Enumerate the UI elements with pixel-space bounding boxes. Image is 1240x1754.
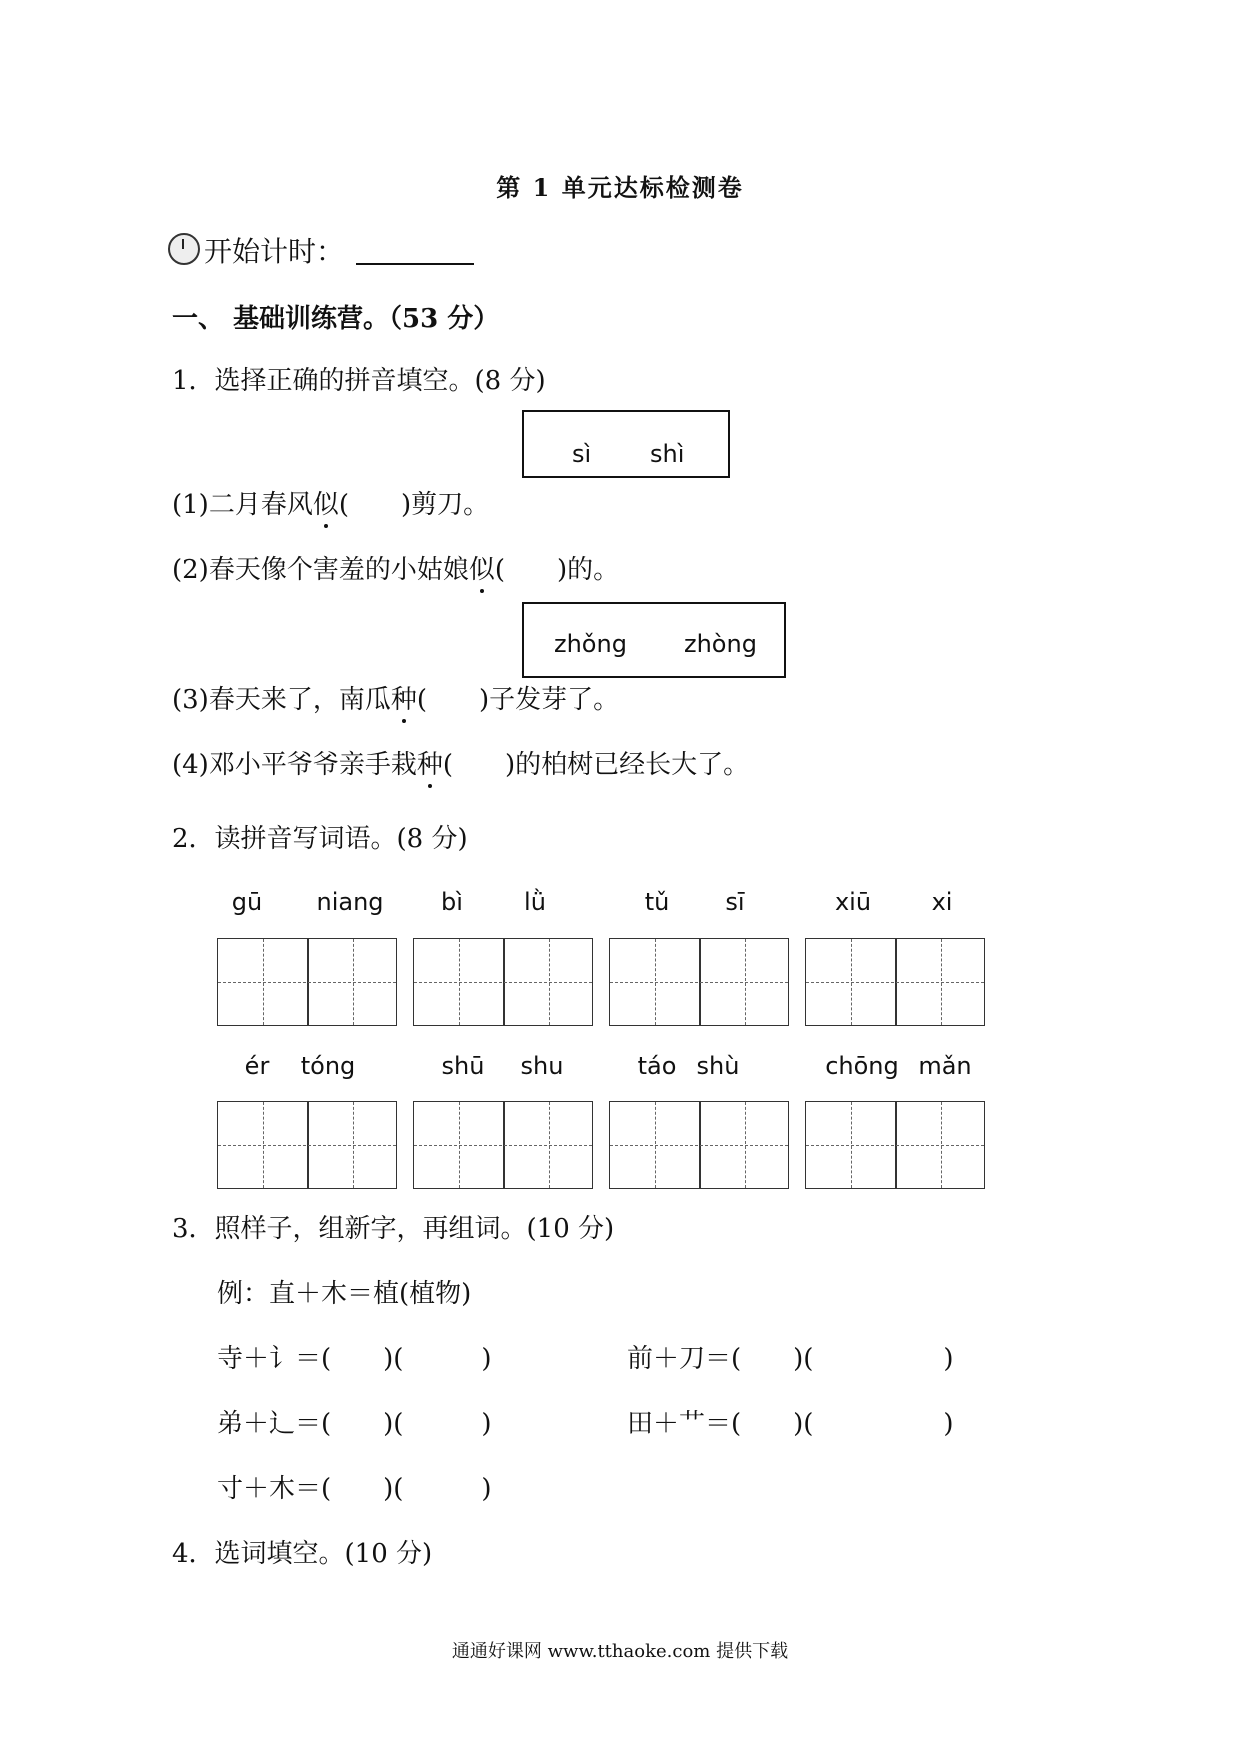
pinyin-label: ér (244, 1052, 270, 1080)
q1-heading: 1．选择正确的拼音填空。(8 分) (172, 366, 546, 396)
writing-grid[interactable] (609, 938, 789, 1026)
pinyin-option: zhòng (684, 630, 757, 658)
pinyin-label: shu (520, 1052, 564, 1080)
writing-grid[interactable] (805, 1101, 985, 1189)
pinyin-label: shù (696, 1052, 740, 1080)
page-footer: 通通好课网 www.tthaoke.com 提供下载 (451, 1641, 789, 1662)
pinyin-label: mǎn (918, 1052, 972, 1080)
pinyin-label: chōng (825, 1052, 899, 1080)
q3-example: 例：直＋木＝植(植物) (217, 1279, 472, 1309)
pinyin-label: gū (231, 888, 263, 916)
pinyin-option: zhǒng (554, 630, 627, 658)
timer-blank[interactable] (356, 243, 474, 265)
answer-blank[interactable]: ( )的柏树已经长大了。 (442, 750, 750, 780)
pinyin-option: shì (650, 440, 685, 468)
q3-line[interactable]: 寺＋讠＝( )( ) (217, 1344, 492, 1374)
pinyin-label: tǔ (644, 888, 670, 916)
q3-line[interactable]: 田＋艹＝( )( ) (627, 1409, 954, 1439)
writing-grid[interactable] (609, 1101, 789, 1189)
dotted-char: 种 (390, 685, 417, 715)
writing-grid[interactable] (217, 1101, 397, 1189)
q1-item-2: (2)春天像个害羞的小姑娘似( )的。 (172, 555, 620, 585)
pinyin-label: lǜ (524, 888, 546, 916)
dotted-char: 似 (468, 555, 495, 585)
timer-row (168, 230, 474, 270)
q1-item-1: (1)二月春风似( )剪刀。 (172, 490, 490, 520)
pinyin-label: xi (931, 888, 953, 916)
pinyin-label: táo (637, 1052, 677, 1080)
answer-blank[interactable]: ( )的。 (494, 555, 620, 585)
q1-item-4: (4)邓小平爷爷亲手栽种( )的柏树已经长大了。 (172, 750, 750, 780)
pinyin-label: tóng (300, 1052, 356, 1080)
q3-line[interactable]: 前＋刀＝( )( ) (627, 1344, 954, 1374)
q4-heading: 4．选词填空。(10 分) (172, 1539, 433, 1569)
pinyin-option-box-2 (522, 602, 786, 678)
pinyin-label: bì (441, 888, 463, 916)
clock-icon (168, 233, 200, 265)
writing-grid[interactable] (413, 938, 593, 1026)
writing-grid[interactable] (805, 938, 985, 1026)
writing-grid[interactable] (413, 1101, 593, 1189)
q2-heading: 2．读拼音写词语。(8 分) (172, 824, 468, 854)
pinyin-label: xiū (834, 888, 872, 916)
writing-grid[interactable] (217, 938, 397, 1026)
answer-blank[interactable]: ( )子发芽了。 (416, 685, 620, 715)
dotted-char: 种 (416, 750, 443, 780)
pinyin-option-box-1 (522, 410, 730, 478)
timer-label: 开始计时： (204, 235, 345, 268)
answer-blank[interactable]: ( )剪刀。 (338, 490, 490, 520)
q3-line[interactable]: 寸＋木＝( )( ) (217, 1474, 492, 1504)
q3-heading: 3．照样子，组新字，再组词。(10 分) (172, 1214, 615, 1244)
section-heading: 一、 基础训练营。（53 分） (172, 304, 500, 334)
pinyin-label: sī (725, 888, 745, 916)
pinyin-label: shū (441, 1052, 485, 1080)
page-title: 第 1 单元达标检测卷 (496, 173, 744, 202)
pinyin-option: sì (572, 440, 592, 468)
dotted-char: 似 (312, 490, 339, 520)
pinyin-label: niang (316, 888, 384, 916)
q3-line[interactable]: 弟＋辶＝( )( ) (217, 1409, 492, 1439)
q1-item-3: (3)春天来了，南瓜种( )子发芽了。 (172, 685, 620, 715)
